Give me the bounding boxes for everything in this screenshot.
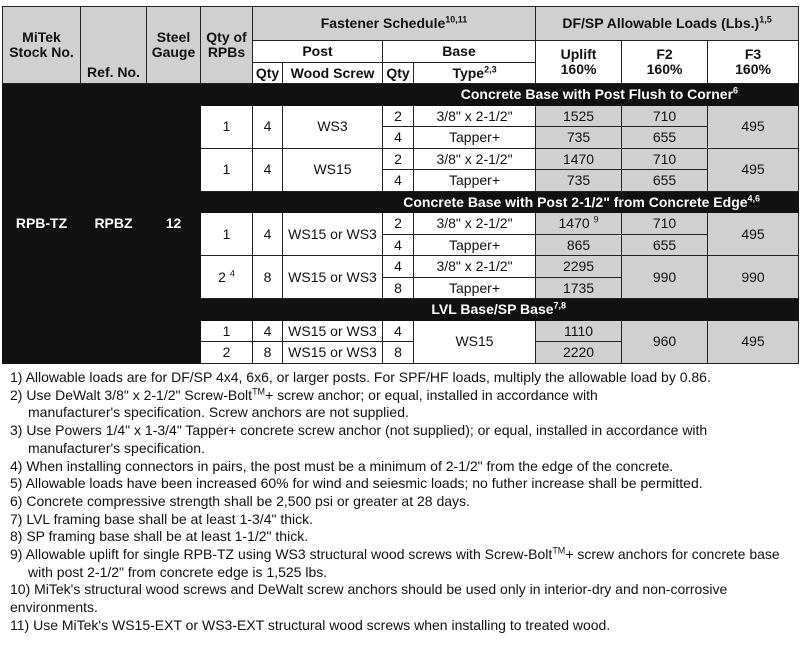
header-base-qty: Qty — [383, 62, 414, 84]
header-f3: F3 160% — [708, 41, 799, 84]
footnote: 3) Use Powers 1/4" x 1-3/4" Tapper+ concrete screw anchor (not supplied); or equal, installed in accordance with — [10, 422, 708, 439]
header-base: Base — [383, 41, 536, 63]
header-allowable-loads: DF/SP Allowable Loads $(Lbs.)^{1,5}$ — [536, 7, 799, 41]
table-row: 1 4 WS15 or WS3 4 WS15 1110 960 495 — [3, 320, 799, 342]
footnote: 9) Allowable uplift for single RPB-TZ using WS3 structural wood screws with Screw-Bolt™+ screw anchors for concrete base — [10, 545, 780, 563]
table-row: 1 4 WS15 or WS3 2 3/8" x 2-1/2" 1470 $^9$ 710 495 — [3, 213, 799, 235]
header-type: Type$^{2,3}$ — [414, 62, 536, 84]
footnote: 6) Concrete compressive strength shall be 2,500 psi or greater at 28 days. — [10, 492, 470, 509]
section-title: Concrete Base with Post 2-1/2" from Concrete Edge$^{4,6}$ — [201, 191, 799, 213]
table-row: 1 4 WS15 2 3/8" x 2-1/2" 1470 710 495 — [3, 148, 799, 170]
header-post: Post — [253, 41, 383, 63]
header-f2: F2 160% — [622, 41, 708, 84]
table-row: 4 Tapper+ 865 655 — [3, 234, 799, 256]
gauge-cell: 12 — [147, 84, 201, 364]
footnote-continuation: with post 2-1/2" from concrete edge is 1,525 lbs. — [28, 563, 328, 580]
footnote-continuation: manufacturer's specification. — [28, 439, 205, 456]
table-row: 2 8 WS15 or WS3 8 2220 — [3, 342, 799, 364]
footnote: 8) SP framing base shall be at least 1-1/2" thick. — [10, 528, 309, 545]
header-qty-rpbs: Qty of RPBs — [201, 7, 253, 84]
header-uplift: Uplift 160% — [536, 41, 622, 84]
header-post-qty: Qty — [253, 62, 283, 84]
table-row: 1 4 WS3 2 3/8" x 2-1/2" 1525 710 495 — [3, 105, 799, 127]
header-wood-screw: Wood Screw — [283, 62, 383, 84]
section-title: Concrete Base with Post Flush to Corner$^6$ — [201, 84, 799, 106]
table-row: 8 Tapper+ 1735 — [3, 277, 799, 299]
header-ref-no: Ref. No. — [81, 7, 147, 84]
table-row: 2 $^4$ 8 WS15 or WS3 4 3/8" x 2-1/2" 2295 990 990 — [3, 256, 799, 278]
section-title: LVL Base/SP Base$^{7,8}$ — [201, 299, 799, 321]
table-row: 4 Tapper+ 735 655 — [3, 170, 799, 192]
header-fastener-schedule: Fastener Schedule$^{10,11}$ — [253, 7, 536, 41]
ref-no-cell: RPBZ — [81, 84, 147, 364]
footnote: 7) LVL framing base shall be at least 1-3/4" thick. — [10, 510, 314, 527]
footnote: 2) Use DeWalt 3/8" x 2-1/2" Screw-Bolt™+ screw anchor; or equal, installed in accordance with — [10, 386, 598, 403]
header-stock-no: MiTek Stock No. — [3, 7, 81, 84]
footnotes — [10, 369, 790, 635]
footnote: 10) MiTek's structural wood screws and DeWalt screw anchors should be used only in interior-dry and non-corrosive environments. — [10, 581, 728, 616]
footnote: 4) When installing connectors in pairs, the post must be a minimum of 2-1/2" from the edge of the concrete. — [10, 457, 674, 474]
footnote: 11) Use MiTek's WS15-EXT or WS3-EXT structural wood screws when installing to treated wood. — [10, 616, 611, 633]
allowable-loads-table — [2, 6, 799, 364]
table-row: 4 Tapper+ 735 655 — [3, 127, 799, 149]
header-steel-gauge: Steel Gauge — [147, 7, 201, 84]
footnote: 1) Allowable loads are for DF/SP 4x4, 6x6, or larger posts. For SPF/HF loads, multiply the allowable load by 0.86. — [10, 369, 711, 385]
stock-no-cell: RPB-TZ — [3, 84, 81, 364]
footnote-continuation: manufacturer's specification. Screw anchors are not supplied. — [28, 404, 409, 421]
footnote: 5) Allowable loads have been increased 60% for wind and seiesmic loads; no futher increase shall be permitted. — [10, 475, 703, 492]
